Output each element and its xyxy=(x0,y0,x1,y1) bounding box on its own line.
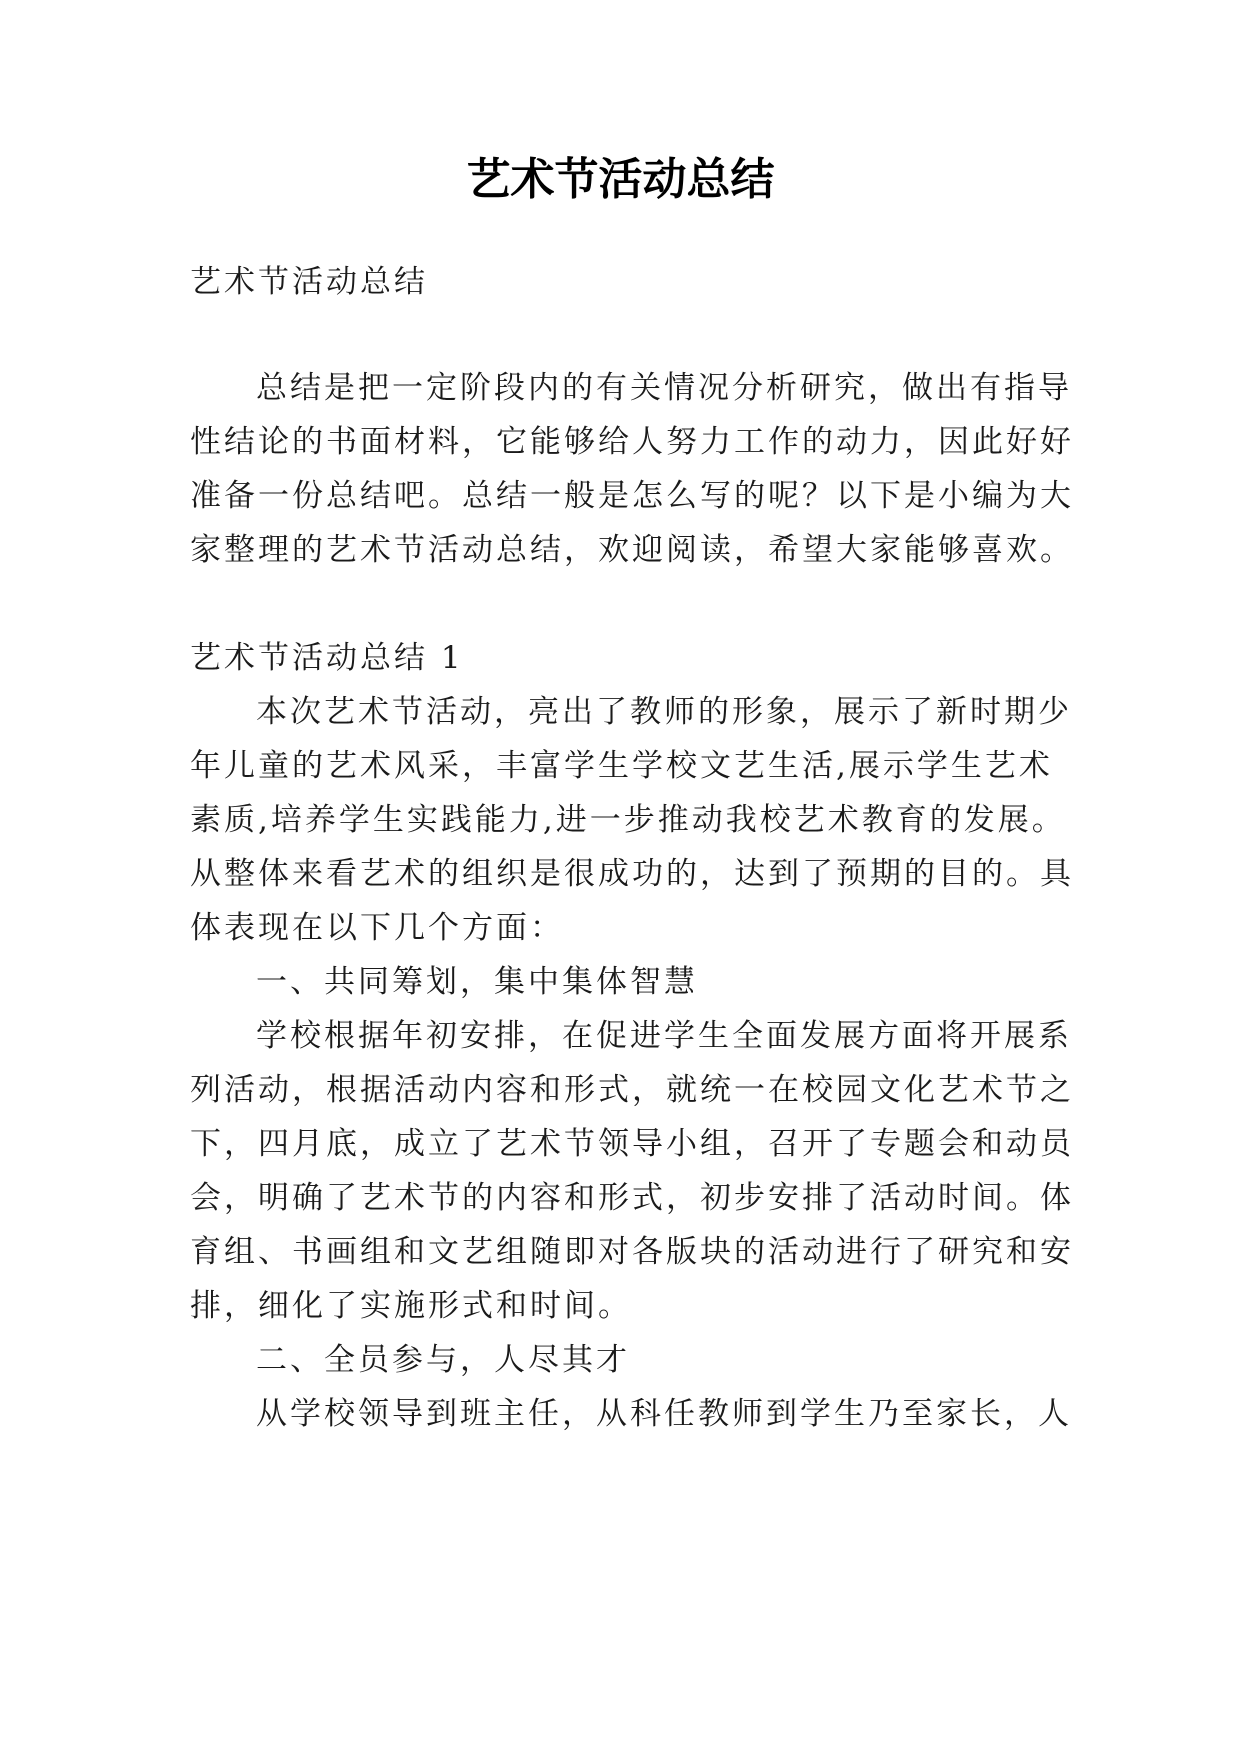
paragraph-line: 年儿童的艺术风采，丰富学生学校文艺生活,展示学生艺术 xyxy=(190,748,1053,784)
paragraph-line: 从学校领导到班主任，从科任教师到学生乃至家长，人 xyxy=(256,1396,1072,1432)
intro-line: 准备一份总结吧。总结一般是怎么写的呢？以下是小编为大 xyxy=(190,478,1074,514)
paragraph-line: 本次艺术节活动，亮出了教师的形象，展示了新时期少 xyxy=(256,694,1072,730)
paragraph-line: 下，四月底，成立了艺术节领导小组，召开了专题会和动员 xyxy=(190,1126,1074,1162)
point-heading: 一、共同筹划，集中集体智慧 xyxy=(256,964,698,1000)
paragraph-line: 素质,培养学生实践能力,进一步推动我校艺术教育的发展。 xyxy=(190,802,1066,838)
paragraph-line: 列活动，根据活动内容和形式，就统一在校园文化艺术节之 xyxy=(190,1072,1074,1108)
document-title: 艺术节活动总结 xyxy=(466,154,775,205)
paragraph-line: 从整体来看艺术的组织是很成功的，达到了预期的目的。具 xyxy=(190,856,1074,892)
section-heading: 艺术节活动总结 1 xyxy=(190,640,464,676)
point-heading: 二、全员参与，人尽其才 xyxy=(256,1342,630,1378)
paragraph-line: 学校根据年初安排，在促进学生全面发展方面将开展系 xyxy=(256,1018,1072,1054)
paragraph-line: 排，细化了实施形式和时间。 xyxy=(190,1288,632,1324)
paragraph-line: 育组、书画组和文艺组随即对各版块的活动进行了研究和安 xyxy=(190,1234,1074,1270)
intro-line: 总结是把一定阶段内的有关情况分析研究，做出有指导 xyxy=(256,370,1072,406)
intro-line: 性结论的书面材料，它能够给人努力工作的动力，因此好好 xyxy=(190,424,1074,460)
document-subtitle: 艺术节活动总结 xyxy=(190,264,428,300)
paragraph-line: 体表现在以下几个方面： xyxy=(190,910,564,946)
intro-line: 家整理的艺术节活动总结，欢迎阅读，希望大家能够喜欢。 xyxy=(190,532,1074,568)
paragraph-line: 会，明确了艺术节的内容和形式，初步安排了活动时间。体 xyxy=(190,1180,1074,1216)
